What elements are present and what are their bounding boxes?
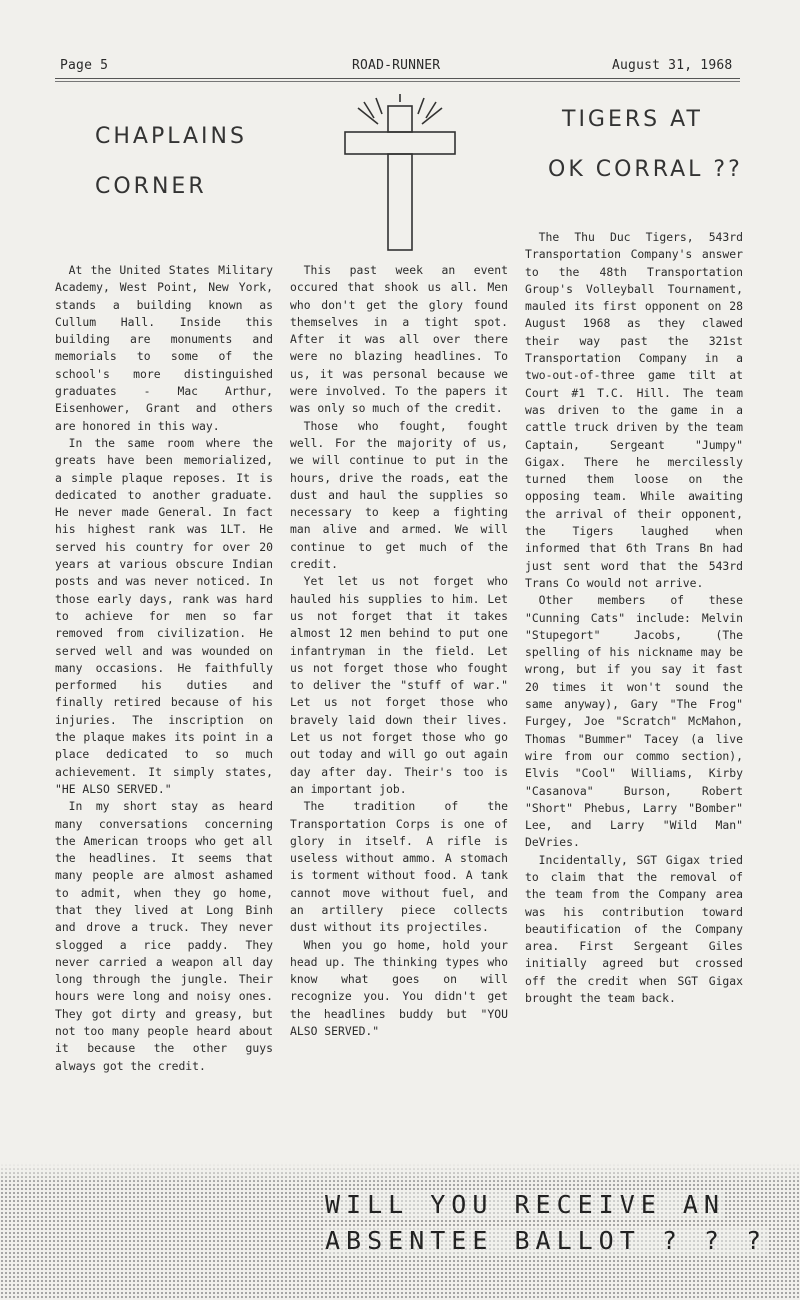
cross-icon [330,92,470,252]
ballot-banner-line2: ABSENTEE BALLOT ? ? ? [325,1226,768,1255]
paragraph: In my short stay as heard many conversations concerning the American troops who get all the headlines. It seems that many people are almost ashamed to admit, when they go home, that they lived at Long Binh and drove a truck. They never slogged a rice paddy. They never carried a weapon all day long through the jungle. Their hours were long and noisy ones. They got dirty and greasy, but not too many people heard about it because the other guys always got the credit. [55,799,273,1073]
paragraph: Incidentally, SGT Gigax tried to claim that the removal of the team from the Company area was his contribution toward beautification of the Company area. First Sergeant Giles initially agreed but crossed off the credit when SGT Gigax brought the team back. [525,852,743,1006]
tigers-column [525,229,743,1007]
ballot-banner-line1: WILL YOU RECEIVE AN [325,1190,725,1219]
chaplains-title-line2: CORNER [95,174,207,199]
publication-name: ROAD-RUNNER [352,58,441,73]
paragraph: This past week an event occured that shook us all. Men who don't get the glory found themselves in a tight spot. After it was all over there were no blazing headlines. To us, it was personal because we were involved. To the papers it was only so much of the credit. [290,263,508,416]
chaplains-column-1 [55,262,273,1075]
paragraph: The Thu Duc Tigers, 543rd Transportation Company's answer to the 48th Transportation Group's Volleyball Tournament, mauled its first opponent on 28 August 1968 as they clawed their way past the 321st Transportation Company in a two-out-of-three game tilt at Court #1 T.C. Hill. The team was driven to the game in a cattle truck driven by the team Captain, Sergeant "Jumpy" Gigax. There he mercilessly turned them loose on the opposing team. While awaiting the arrival of their opponent, the Tigers laughed when informed that 6th Trans Bn had just sent word that the 543rd Trans Co would not arrive. [525,230,743,590]
issue-date: August 31, 1968 [612,58,733,73]
paragraph: When you go home, hold your head up. The thinking types who know what goes on will recognize you. You didn't get the headlines buddy but "YOU ALSO SERVED." [290,937,508,1039]
chaplains-column-2 [290,262,508,1040]
paragraph: At the United States Military Academy, West Point, New York, stands a building known as Cullum Hall. Inside this building are monuments and memorials to some of the school's more distinguished graduates - Mac Arthur, Eisenhower, Grant and others are honored in this way. [55,263,273,433]
paragraph: Those who fought, fought well. For the majority of us, we will continue to put in the hours, drive the roads, eat the dust and haul the supplies so necessary to keep a fighting man alive and armed. We will continue to get much of the credit. [290,418,508,572]
paragraph: In the same room where the greats have been memorialized, a simple plaque reposes. It is dedicated to another graduate. He never made General. In fact his highest rank was 1LT. He served his country for over 20 years at various obscure Indian posts and was never noticed. In those early days, rank was hard to achieve for men so far removed from civilization. He served well and was wounded on many occasions. He faithfully performed his duties and finally retired because of his injuries. The inscription on the plaque makes its point in a place dedicated to so much achievement. It simply states, "HE ALSO SERVED." [55,435,273,796]
stipple-fade [0,1163,800,1183]
header-rule [55,78,740,79]
page-number: Page 5 [60,58,109,73]
paragraph: Yet let us not forget who hauled his supplies to him. Let us not forget that it takes almost 12 men behind to put one infantryman in the field. Let us not forget those who fought to deliver the "stuff of war." Let us not forget those who bravely laid down their lives. Let us not forget those who go out today and will go out again day after day. Their's too is an important job. [290,574,508,796]
paragraph: Other members of these "Cunning Cats" include: Melvin "Stupegort" Jacobs, (The spelling of his nickname may be wrong, but if you say it fast 20 times it won't sound the same anyway), Gary "The Frog" Furgey, Joe "Scratch" McMahon, Thomas "Bummer" Tacey (a live wire from our commo section), Elvis "Cool" Williams, Kirby "Casanova" Burson, Robert "Short" Phebus, Larry "Bomber" Lee, and Larry "Wild Man" DeVries. [525,593,743,850]
tigers-title-line2: OK CORRAL ?? [548,157,743,182]
tigers-title-line1: TIGERS AT [562,107,703,132]
paragraph: The tradition of the Transportation Corps is one of glory in itself. A rifle is useless without ammo. A stomach is torment without food. A tank cannot move without fuel, and an artillery piece collects dust without its projectiles. [290,799,508,935]
chaplains-title-line1: CHAPLAINS [95,124,247,149]
header-rule-secondary [55,81,740,82]
